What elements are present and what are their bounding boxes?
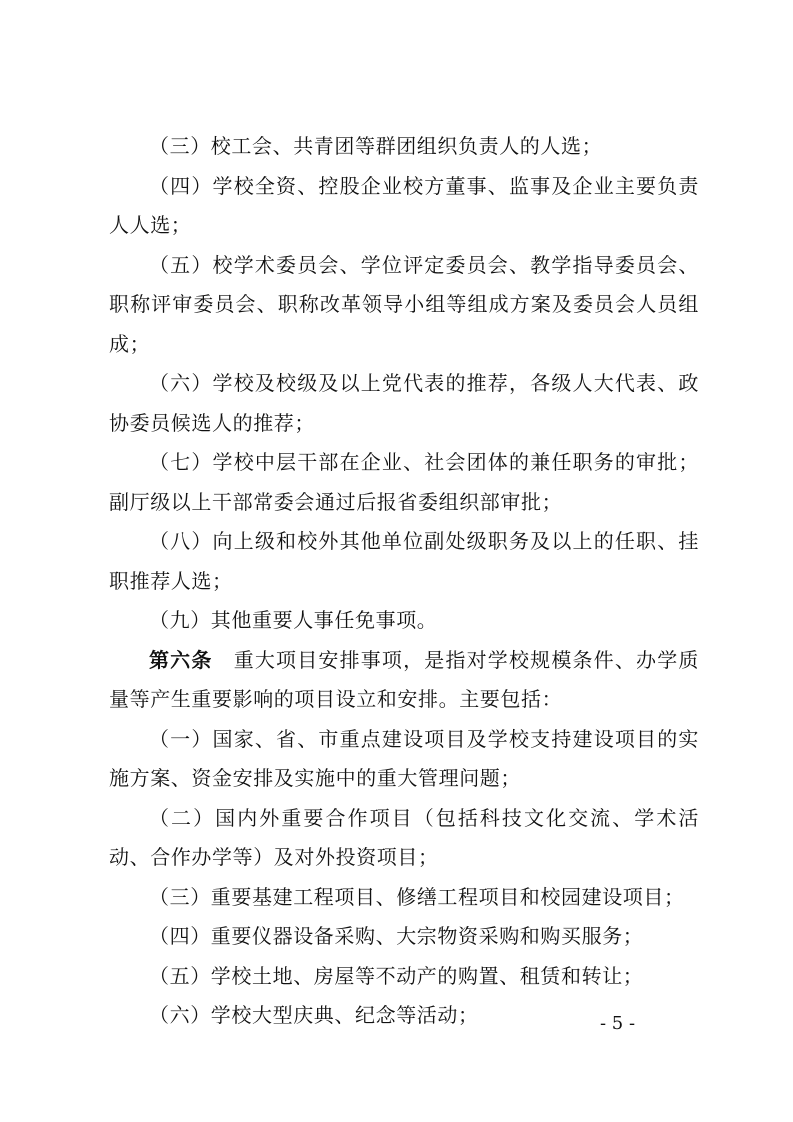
article-heading: 第六条 (149, 647, 213, 672)
paragraph-text: （六）学校及校级及以上党代表的推荐，各级人大代表、政协委员候选人的推荐； (109, 371, 699, 435)
paragraph-text: （三）重要基建工程项目、修缮工程项目和校园建设项目； (149, 884, 685, 909)
paragraph-text: （六）学校大型庆典、纪念等活动； (149, 1003, 479, 1027)
paragraph (109, 799, 699, 878)
paragraph-text: （五）学校土地、房屋等不动产的购置、租赁和转让； (149, 963, 644, 988)
page-number: - 5 - (600, 1013, 636, 1034)
paragraph (109, 443, 699, 522)
paragraph-text: （四）学校全资、控股企业校方董事、监事及企业主要负责人人选； (109, 173, 699, 237)
paragraph (109, 127, 699, 167)
paragraph (109, 601, 699, 641)
paragraph (109, 522, 699, 601)
paragraph-text: （七）学校中层干部在企业、社会团体的兼任职务的审批；副厅级以上干部常委会通过后报省委组织部审批； (109, 450, 699, 514)
paragraph (109, 167, 699, 246)
paragraph (109, 957, 699, 997)
paragraph (109, 917, 699, 957)
document-body (109, 127, 699, 1036)
paragraph-text: （二）国内外重要合作项目（包括科技文化交流、学术活动、合作办学等）及对外投资项目； (109, 805, 699, 869)
paragraph (109, 364, 699, 443)
paragraph (109, 720, 699, 799)
paragraph-text: （三）校工会、共青团等群团组织负责人的人选； (149, 134, 603, 158)
paragraph (109, 246, 699, 365)
paragraph-text: 重大项目安排事项，是指对学校规模条件、办学质量等产生重要影响的项目设立和安排。主要包括： (109, 647, 699, 711)
paragraph (109, 878, 699, 918)
paragraph-text: （九）其他重要人事任免事项。 (149, 608, 438, 632)
paragraph-text: （八）向上级和校外其他单位副处级职务及以上的任职、挂职推荐人选； (109, 529, 699, 593)
paragraph-text: （五）校学术委员会、学位评定委员会、教学指导委员会、职称评审委员会、职称改革领导小组等组成方案及委员会人员组成； (109, 252, 699, 356)
paragraph-text: （四）重要仪器设备采购、大宗物资采购和购买服务； (149, 924, 644, 948)
paragraph (109, 641, 699, 720)
paragraph-text: （一）国家、省、市重点建设项目及学校支持建设项目的实施方案、资金安排及实施中的重大管理问题； (109, 726, 699, 790)
